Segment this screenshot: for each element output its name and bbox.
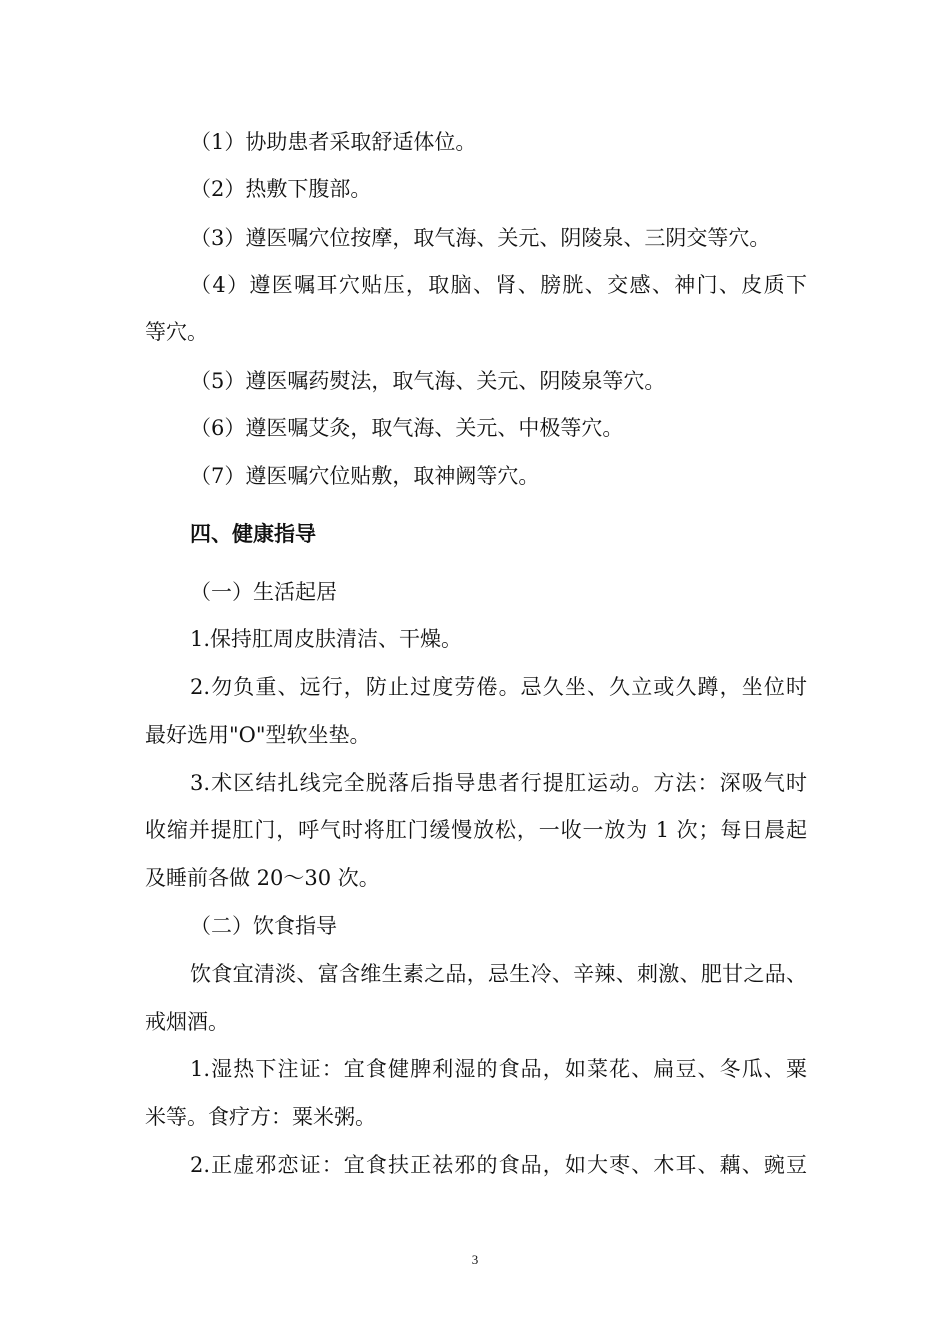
paragraph-line: 最好选用"O"型软坐垫。: [145, 723, 371, 747]
measure-item: （6）遵医嘱艾灸，取气海、关元、中极等穴。: [190, 416, 624, 440]
paragraph-line: 饮食宜清淡、富含维生素之品，忌生冷、辛辣、刺激、肥甘之品、: [190, 962, 807, 986]
measure-item: （5）遵医嘱药熨法，取气海、关元、阴陵泉等穴。: [190, 369, 666, 393]
measure-item-continuation: 等穴。: [145, 320, 208, 344]
measure-item: （3）遵医嘱穴位按摩，取气海、关元、阴陵泉、三阴交等穴。: [190, 226, 771, 250]
paragraph-line: 及睡前各做 20～30 次。: [145, 866, 380, 890]
paragraph-line: 1.保持肛周皮肤清洁、干燥。: [190, 627, 463, 651]
measure-item: （1）协助患者采取舒适体位。: [190, 130, 477, 154]
paragraph-line: 2.勿负重、远行，防止过度劳倦。忌久坐、久立或久蹲，坐位时: [190, 675, 807, 699]
section-heading: 四、健康指导: [190, 522, 316, 546]
subsection-title: （二）饮食指导: [190, 914, 337, 938]
paragraph-line: 1.湿热下注证：宜食健脾利湿的食品，如菜花、扁豆、冬瓜、粟: [190, 1057, 807, 1081]
paragraph-line: 收缩并提肛门，呼气时将肛门缓慢放松，一收一放为 1 次；每日晨起: [145, 818, 807, 842]
measure-item: （4）遵医嘱耳穴贴压，取脑、肾、膀胱、交感、神门、皮质下: [190, 273, 807, 297]
paragraph-line: 2.正虚邪恋证：宜食扶正祛邪的食品，如大枣、木耳、藕、豌豆: [190, 1153, 807, 1177]
paragraph-line: 戒烟酒。: [145, 1010, 229, 1034]
page-number: 3: [471, 1252, 479, 1267]
paragraph-line: 3.术区结扎线完全脱落后指导患者行提肛运动。方法：深吸气时: [190, 771, 807, 795]
subsection-title: （一）生活起居: [190, 580, 337, 604]
measure-item: （2）热敷下腹部。: [190, 177, 372, 201]
measure-item: （7）遵医嘱穴位贴敷，取神阙等穴。: [190, 464, 540, 488]
paragraph-line: 米等。食疗方：粟米粥。: [145, 1105, 376, 1129]
